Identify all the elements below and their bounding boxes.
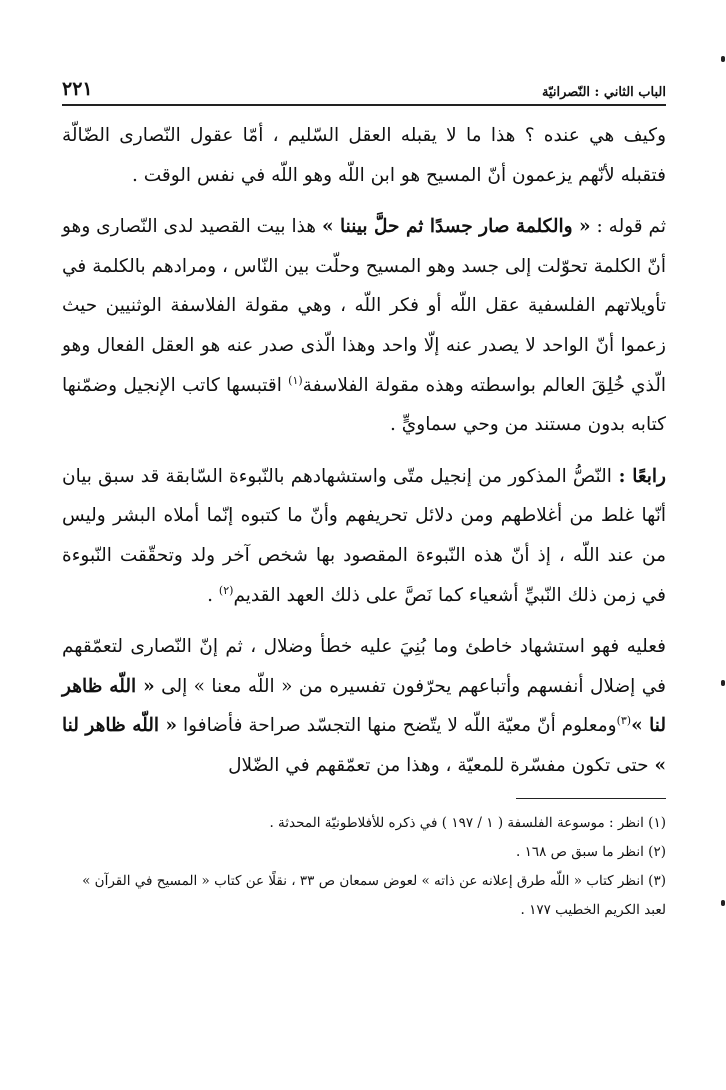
paragraph-3 [62, 457, 666, 615]
paragraph-4-text: فعليه فهو استشهاد خاطئ وما بُنِيَ عليه خطأ وضلال ، ثم إنّ النّصارى لتعمّقهم في إضلال أنفسهم وأتباعهم يحرّفون تفسيره من « اللّه معنا » إلى [62, 636, 666, 697]
paragraph-1 [62, 116, 666, 195]
footnote-1: (١) انظر : موسوعة الفلسفة ( ١ / ١٩٧ ) في ذكره للأفلاطونيّة المحدثة . [269, 814, 666, 831]
scan-mark [721, 56, 725, 62]
paragraph-3-lead: رابعًا : [611, 465, 666, 487]
footnote-ref-1[interactable]: (١) [288, 373, 303, 387]
running-title: الباب الثاني : النّصرانيّة [541, 85, 666, 100]
quote-word-became-flesh: « والكلمة صار جسدًا ثم حلَّ بيننا » [321, 216, 591, 238]
paragraph-4 [62, 627, 666, 785]
paragraph-2-end: اقتبسها كاتب الإنجيل وضمّنها كتابه بدون مستند من وحي سماويٍّ . [62, 374, 666, 436]
footnote-divider [516, 798, 666, 799]
paragraph-1-line-2: لأنّهم يزعمون أنّ المسيح هو ابن اللّه وهو اللّه في نفس الوقت . [131, 164, 615, 186]
footnote-ref-3[interactable]: (٣) [616, 714, 632, 728]
paragraph-1-line-1: وكيف هي عنده ؟ هذا ما لا يقبله العقل السّليم ، أمّا عقول النّصارى الضّالّة فتقبله [62, 125, 666, 186]
footnotes [62, 809, 666, 925]
footnote-ref-2[interactable]: (٢) [218, 583, 234, 597]
quote-god-manifest-1: « اللّه ظاهر لنا » [62, 675, 667, 737]
paragraph-3-text: النّصُّ المذكور من إنجيل متّى واستشهادهم بالنّبوءة السّابقة قد سبق بيان أنّها غلط من أغلاطهم ومن دلائل تحريفهم وأنّ ما كتبوه إنّما أملاه البشر وليس من عند اللّه ، إذ أنّ هذه النّبوءة المقصود بها شخص آخر ولد وتحقّقت النّبوءة في زمن ذلك النّبيِّ أشعياء كما نَصَّ على ذلك العهد القديم [62, 465, 666, 606]
quote-god-manifest-2: « اللّه ظاهر لنا » [62, 715, 666, 776]
document-page [62, 70, 666, 925]
footnote-2: (٢) انظر ما سبق ص ١٦٨ . [516, 843, 666, 860]
scan-mark [721, 680, 725, 686]
paragraph-2 [62, 207, 666, 445]
paragraph-4-end: حتى تكون مفسّرة للمعيّة ، وهذا من تعمّقهم في الضّلال [228, 754, 655, 776]
paragraph-4-mid: ومعلوم أنّ معيّة اللّه لا يتّضح منها التجسّد صراحة فأضافوا [177, 715, 617, 737]
scan-mark [721, 900, 725, 906]
footnote-3: (٣) انظر كتاب « اللّه طرق إعلانه عن ذاته » لعوض سمعان ص ٣٣ ، نقلًا عن كتاب « المسيح في القرآن » لعبد الكريم الخطيب ١٧٧ . [82, 872, 666, 918]
page-number: ٢٢١ [62, 78, 93, 100]
paragraph-2-text: هذا بيت القصيد لدى النّصارى وهو أنّ الكلمة تحوّلت إلى جسد وهو المسيح وحلّت بين النّاس ، ومرادهم بالكلمة في تأويلاتهم الفلسفية عقل اللّه أو فكر اللّه ، وهي مقولة الفلاسفة الوثنيين حيث زعموا أنّ الواحد لا يصدر عنه إلّا واحد وهذا الّذى صدر عنه هو العقل الفعال وهو الّذي خُلِقَ العالم بواسطته وهذه مقولة الفلاسفة [62, 216, 666, 396]
page-header [62, 70, 666, 106]
paragraph-2-intro: ثم قوله : [590, 216, 666, 238]
paragraph-3-end: . [207, 584, 219, 606]
body-text [62, 116, 666, 786]
